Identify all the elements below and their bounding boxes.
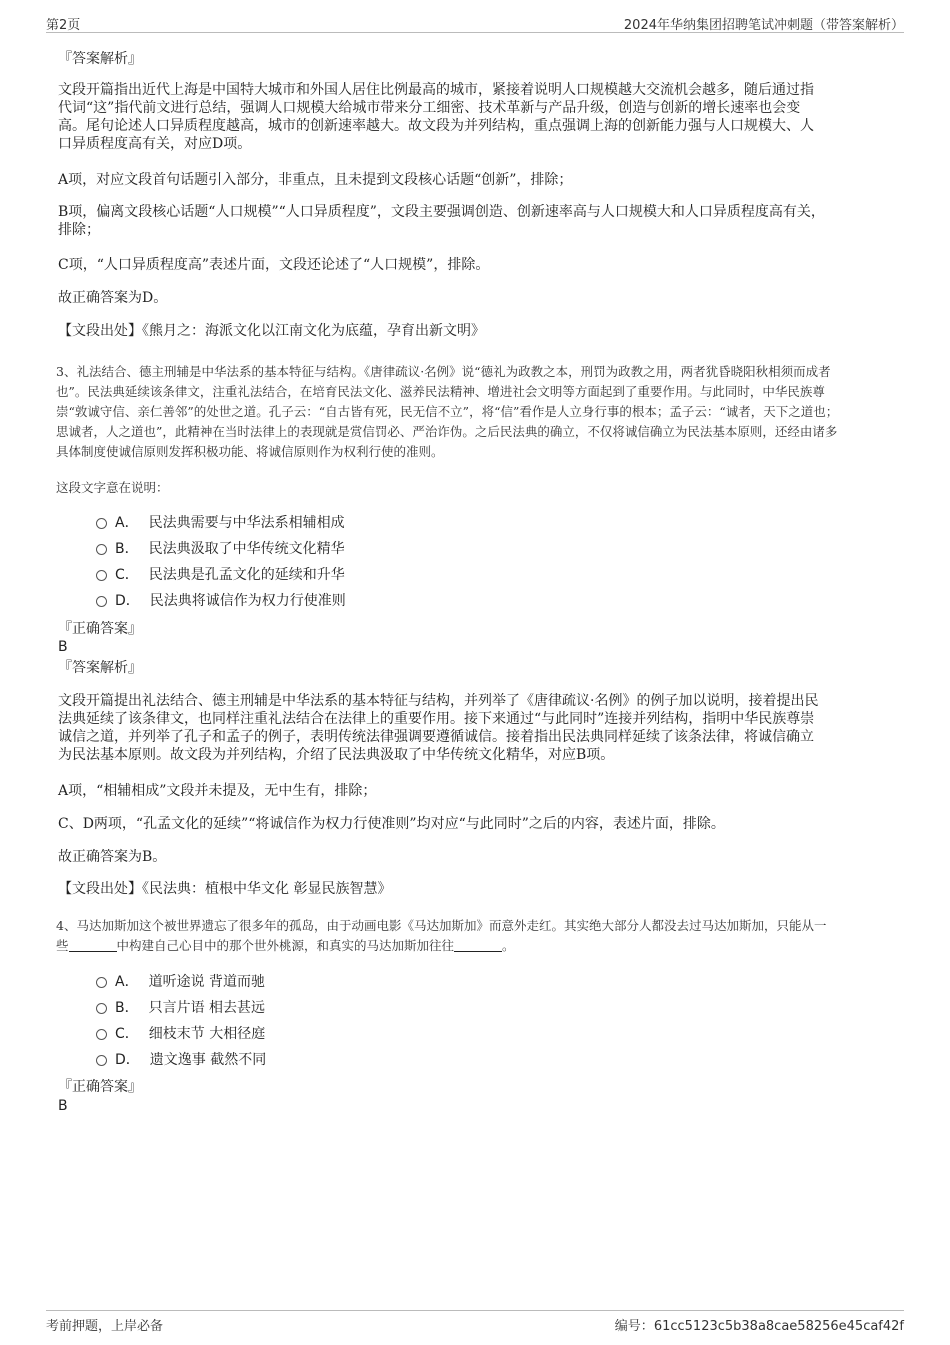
radio-icon[interactable] [96, 1055, 107, 1066]
radio-icon[interactable] [96, 1003, 107, 1014]
q2-option-c-explanation: C项，“人口异质程度高”表述片面，文段还论述了“人口规模”，排除。 [58, 257, 490, 273]
q4-stem-line: 4、马达加斯加这个被世界遗忘了很多年的孤岛，由于动画电影《马达加斯加》而意外走红。其实绝大部分人都没去过马达加斯加，只能从一 [56, 918, 827, 933]
q2-analysis-line: 代词“这”指代前文进行总结，强调人口规模大给城市带来分工细密、技术革新与产品升级，创造与创新的增长速率也会变 [58, 100, 801, 116]
radio-icon[interactable] [96, 596, 107, 607]
page-footer [46, 1310, 904, 1335]
q2-option-b-line: 排除； [58, 222, 100, 238]
q3-answer: B [58, 639, 68, 655]
q2-conclusion: 故正确答案为D。 [58, 290, 168, 306]
radio-icon[interactable] [96, 977, 107, 988]
page-header [46, 12, 904, 33]
q3-stem [56, 362, 896, 462]
radio-icon[interactable] [96, 518, 107, 529]
q4-option-b[interactable]: B． 只言片语 相去甚远 [96, 999, 265, 1017]
page-number: 第2页 [46, 18, 81, 33]
q4-option-d[interactable]: D． 遗文逸事 截然不同 [96, 1051, 266, 1069]
q3-analysis-line: 法典延续了该条律文，也同样注重礼法结合在法律上的重要作用。接下来通过“与此同时”连接并列结构，指明中华民族尊崇 [58, 711, 815, 727]
q2-analysis-line: 文段开篇指出近代上海是中国特大城市和外国人居住比例最高的城市，紧接着说明人口规模越大交流机会越多，随后通过指 [58, 82, 814, 98]
footer-slogan: 考前押题，上岸必备 [46, 1319, 164, 1334]
q4-answer: B [58, 1098, 68, 1114]
q4-option-c[interactable]: C． 细枝末节 大相径庭 [96, 1025, 265, 1043]
q3-stem-line: 也”。民法典延续该条律文，注重礼法结合，在培育民法文化、滋养民法精神、增进社会文明等方面起到了重要作用。与此同时，中华民族尊 [56, 384, 825, 399]
q3-stem-line: 崇“敦诚守信、亲仁善邻”的处世之道。孔子云：“自古皆有死，民无信不立”，将“信”看作是人立身行事的根本；孟子云：“诚者，天下之道也； [56, 404, 839, 419]
q3-analysis-label: 『答案解析』 [58, 660, 142, 676]
q3-prompt: 这段文字意在说明： [56, 480, 169, 495]
q3-option-d[interactable]: D． 民法典将诚信作为权力行使准则 [96, 592, 346, 610]
q4-stem [56, 916, 896, 956]
radio-icon[interactable] [96, 1029, 107, 1040]
q2-option-b-line: B项，偏离文段核心话题“人口规模”“人口异质程度”，文段主要强调创造、创新速率高与人口规模大和人口异质程度高有关， [58, 204, 825, 220]
q4-option-a[interactable]: A． 道听途说 背道而驰 [96, 973, 265, 991]
document-title: 2024年华纳集团招聘笔试冲刺题（带答案解析） [623, 18, 904, 33]
q3-stem-line: 思诚者，人之道也”，此精神在当时法律上的表现就是赏信罚必、严治诈伪。之后民法典的确立，不仅将诚信确立为民法基本原则，还经由诸多 [56, 424, 838, 439]
q2-analysis [58, 81, 890, 153]
fill-blank [454, 939, 502, 952]
q3-stem-line: 具体制度使诚信原则发挥积极功能、将诚信原则作为权利行使的准则。 [56, 444, 444, 459]
q2-analysis-line: 口异质程度高有关，对应D项。 [58, 136, 252, 152]
q3-analysis-line: 为民法基本原则。故文段为并列结构，介绍了民法典汲取了中华传统文化精华，对应B项。 [58, 747, 615, 763]
q3-answer-label: 『正确答案』 [58, 621, 142, 637]
q3-analysis [58, 692, 890, 764]
q3-option-a-explanation: A项，“相辅相成”文段并未提及，无中生有，排除； [58, 783, 377, 799]
q2-option-a-explanation: A项，对应文段首句话题引入部分，非重点，且未提到文段核心话题“创新”，排除； [58, 172, 573, 188]
q2-source: 【文段出处】《熊月之：海派文化以江南文化为底蕴，孕育出新文明》 [58, 323, 485, 339]
q4-answer-label: 『正确答案』 [58, 1079, 142, 1095]
q3-stem-line: 3、礼法结合、德主刑辅是中华法系的基本特征与结构。《唐律疏议·名例》说“德礼为政教之本，刑罚为政教之用，两者犹昏晓阳秋相须而成者 [56, 364, 831, 379]
q3-analysis-line: 诚信之道，并列举了孔子和孟子的例子，表明传统法律强调要遵循诚信。接着指出民法典同样延续了该条法律，将诚信确立 [58, 729, 814, 745]
q2-option-b-explanation [58, 203, 890, 239]
q3-option-a[interactable]: A． 民法典需要与中华法系相辅相成 [96, 514, 345, 532]
fill-blank [69, 939, 117, 952]
document-code: 编号：61cc5123c5b38a8cae58256e45caf42f [614, 1319, 904, 1334]
q3-option-cd-explanation: C、D两项，“孔孟文化的延续”“将诚信作为权力行使准则”均对应“与此同时”之后的内容，表述片面，排除。 [58, 816, 725, 832]
q3-conclusion: 故正确答案为B。 [58, 849, 167, 865]
q3-option-b[interactable]: B． 民法典汲取了中华传统文化精华 [96, 540, 345, 558]
q2-analysis-line: 高。尾句论述人口异质程度越高，城市的创新速率越大。故文段为并列结构，重点强调上海的创新能力强与人口规模大、人 [58, 118, 814, 134]
q4-stem-line: 些 中构建自己心目中的那个世外桃源，和真实的马达加斯加往往 。 [56, 938, 515, 953]
q2-analysis-label: 『答案解析』 [58, 51, 142, 67]
q3-source: 【文段出处】《民法典：植根中华文化 彰显民族智慧》 [58, 881, 392, 897]
q3-analysis-line: 文段开篇提出礼法结合、德主刑辅是中华法系的基本特征与结构，并列举了《唐律疏议·名例》的例子加以说明，接着提出民 [58, 693, 819, 709]
q3-option-c[interactable]: C． 民法典是孔孟文化的延续和升华 [96, 566, 345, 584]
radio-icon[interactable] [96, 570, 107, 581]
radio-icon[interactable] [96, 544, 107, 555]
